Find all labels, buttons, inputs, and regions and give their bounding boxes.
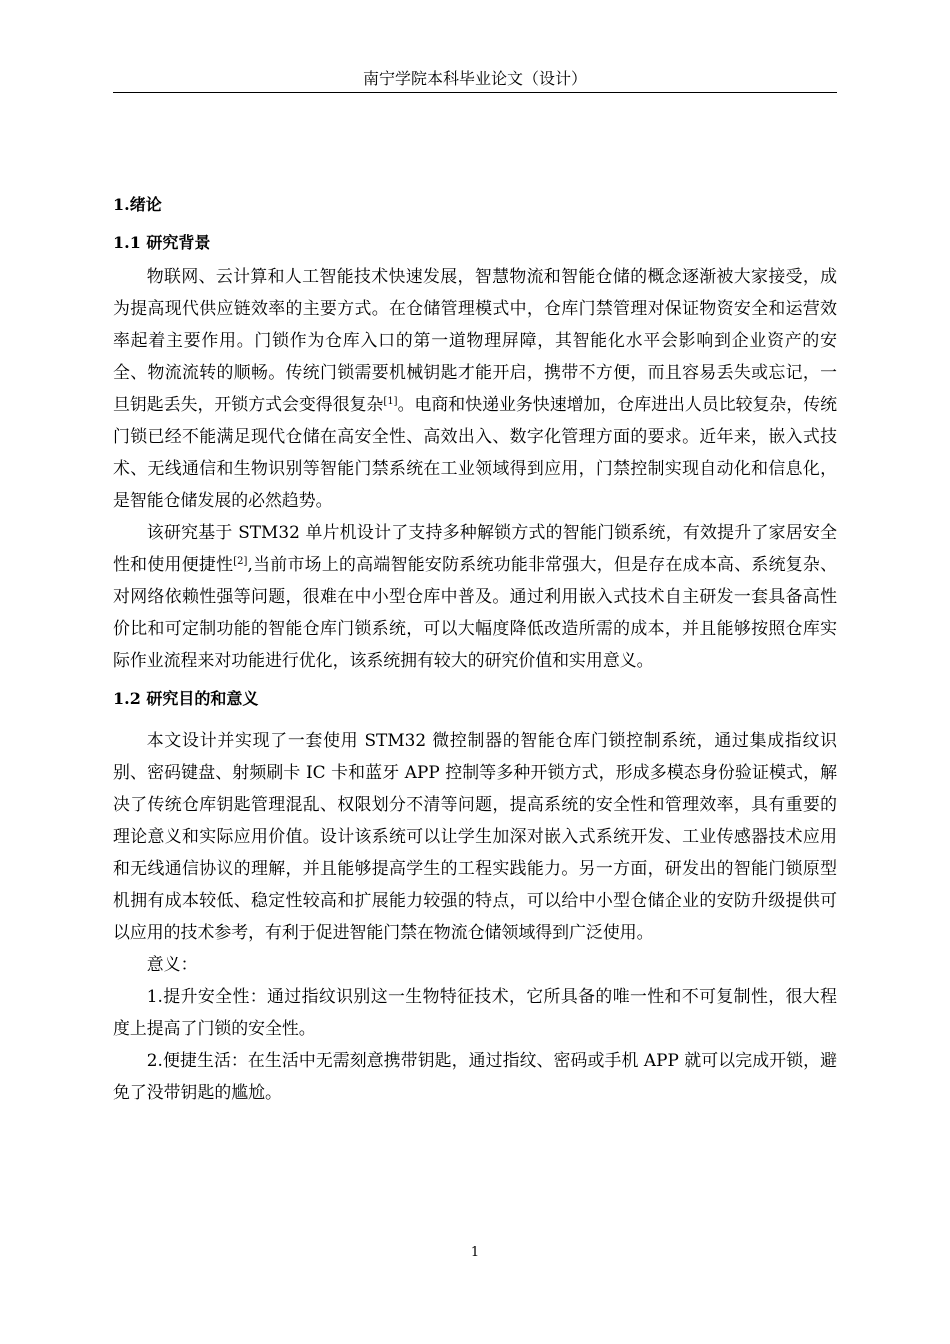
list-item-security: 1.提升安全性：通过指纹识别这一生物特征技术，它所具备的唯一性和不可复制性，很大程度上提高了门锁的安全性。 (113, 986, 837, 1038)
paragraph-text: ,当前市场上的高端智能安防系统功能非常强大，但是存在成本高、系统复杂、对网络依赖性强等问题，很难在中小型仓库中普及。通过利用嵌入式技术自主研发一套具备高性价比和可定制功能的智能仓库门锁系统，可以大幅度降低改造所需的成本，并且能够按照仓库实际作业流程来对功能进行优化，该系统拥有较大的研究价值和实用意义。 (113, 554, 837, 670)
paragraph-stm32 (113, 516, 837, 676)
page-body (113, 188, 837, 1108)
citation-ref-2[interactable]: [2] (233, 556, 248, 567)
running-header: 南宁学院本科毕业论文（设计） (362, 69, 587, 88)
paragraph-background (113, 260, 837, 516)
list-item-convenience: 2.便捷生活：在生活中无需刻意携带钥匙，通过指纹、密码或手机 APP 就可以完成开锁，避免了没带钥匙的尴尬。 (113, 1050, 837, 1102)
citation-ref-1[interactable]: [1] (383, 396, 398, 407)
section-heading-1-2: 1.2 研究目的和意义 (113, 689, 259, 708)
section-heading-1-1: 1.1 研究背景 (113, 233, 211, 252)
page-number: 1 (470, 1245, 480, 1260)
header-rule (113, 92, 837, 93)
paragraph-purpose: 本文设计并实现了一套使用 STM32 微控制器的智能仓库门锁控制系统，通过集成指纹识别、密码键盘、射频刷卡 IC 卡和蓝牙 APP 控制等多种开锁方式，形成多模态身份验证模式，解决了传统仓库钥匙管理混乱、权限划分不清等问题，提高系统的安全性和管理效率，具有重要的理论意义和实际应用价值。设计该系统可以让学生加深对嵌入式系统开发、工业传感器技术应用和无线通信协议的理解，并且能够提高学生的工程实践能力。另一方面，研发出的智能门锁原型机拥有成本较低、稳定性较高和扩展能力较强的特点，可以给中小型仓储企业的安防升级提供可以应用的技术参考，有利于促进智能门禁在物流仓储领域得到广泛使用。 (113, 730, 837, 942)
paragraph-text: 物联网、云计算和人工智能技术快速发展，智慧物流和智能仓储的概念逐渐被大家接受，成为提高现代供应链效率的主要方式。在仓储管理模式中，仓库门禁管理对保证物资安全和运营效率起着主要作用。门锁作为仓库入口的第一道物理屏障，其智能化水平会影响到企业资产的安全、物流流转的顺畅。传统门锁需要机械钥匙才能开启，携带不方便，而且容易丢失或忘记，一旦钥匙丢失，开锁方式会变得很复杂 (113, 266, 837, 414)
paragraph-significance-label: 意义： (146, 954, 198, 974)
paragraph-text: 该研究基于 STM32 单片机设计了支持多种解锁方式的智能门锁系统，有效提升了家居安全性和使用便捷性 (113, 522, 837, 574)
paragraph-text: 。电商和快递业务快速增加，仓库进出人员比较复杂，传统门锁已经不能满足现代仓储在高安全性、高效出入、数字化管理方面的要求。近年来，嵌入式技术、无线通信和生物识别等智能门禁系统在工业领域得到应用，门禁控制实现自动化和信息化，是智能仓储发展的必然趋势。 (113, 394, 838, 510)
chapter-heading: 1.绪论 (113, 195, 162, 214)
